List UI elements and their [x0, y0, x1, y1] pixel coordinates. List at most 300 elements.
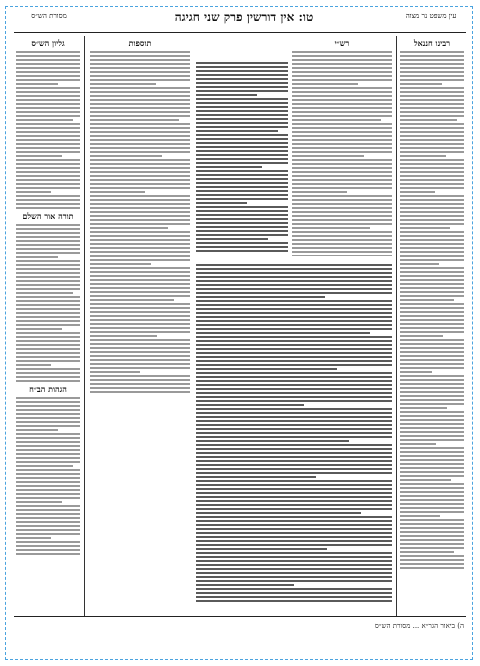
text-line	[16, 103, 80, 105]
text-line	[292, 143, 392, 145]
text-line	[400, 451, 464, 453]
text-line	[196, 396, 392, 398]
text-line	[400, 383, 464, 385]
text-line	[16, 409, 80, 411]
text-line	[292, 59, 392, 61]
text-line	[196, 332, 370, 334]
text-line	[400, 443, 436, 445]
text-line	[16, 59, 80, 61]
text-line	[196, 428, 392, 430]
text-line	[292, 195, 392, 197]
text-line	[90, 331, 190, 333]
text-line	[16, 553, 80, 555]
text-line	[16, 292, 73, 294]
text-line	[196, 436, 392, 438]
text-line	[196, 544, 392, 546]
text-line	[400, 543, 464, 545]
text-line	[90, 91, 190, 93]
text-line	[16, 252, 80, 254]
text-line	[16, 71, 80, 73]
text-line	[400, 235, 464, 237]
text-line	[90, 67, 190, 69]
text-line	[16, 473, 80, 475]
text-line	[196, 504, 392, 506]
text-line	[16, 143, 80, 145]
text-line	[16, 67, 80, 69]
text-line	[400, 203, 464, 205]
text-line	[400, 71, 464, 73]
text-line	[196, 388, 392, 390]
text-line	[400, 123, 464, 125]
text-line	[400, 187, 464, 189]
text-line	[400, 99, 464, 101]
gemara-upper-text	[196, 62, 288, 252]
text-line	[16, 228, 80, 230]
rashi-column	[292, 36, 392, 256]
text-line	[90, 287, 190, 289]
text-line	[16, 179, 80, 181]
text-line	[16, 183, 80, 185]
text-line	[90, 139, 190, 141]
text-line	[16, 268, 80, 270]
text-line	[400, 167, 464, 169]
text-line	[16, 493, 80, 495]
text-line	[400, 415, 464, 417]
text-line	[196, 572, 392, 574]
text-line	[16, 481, 80, 483]
text-line	[292, 71, 392, 73]
text-line	[90, 131, 190, 133]
text-line	[196, 568, 392, 570]
text-line	[400, 459, 464, 461]
text-line	[16, 497, 80, 499]
text-line	[16, 421, 80, 423]
text-line	[90, 207, 190, 209]
header-ein-mishpat: עין משפט נר מצוה	[405, 12, 457, 20]
text-line	[292, 163, 392, 165]
text-line	[16, 199, 80, 201]
text-line	[16, 449, 80, 451]
text-line	[292, 167, 392, 169]
text-line	[400, 159, 464, 161]
text-line	[16, 123, 80, 125]
text-line	[16, 99, 80, 101]
text-line	[400, 227, 450, 229]
text-line	[90, 227, 168, 229]
text-line	[196, 352, 392, 354]
text-line	[16, 159, 80, 161]
text-line	[196, 384, 392, 386]
text-line	[16, 63, 80, 65]
hagahot-label: הגהות הב״ח	[29, 384, 67, 394]
header-title: טו: אין דורשין פרק שני חגיגה	[174, 10, 314, 24]
text-line	[16, 376, 80, 378]
text-line	[196, 408, 392, 410]
text-line	[196, 348, 392, 350]
text-line	[196, 264, 392, 266]
text-line	[196, 238, 268, 240]
text-line	[400, 323, 464, 325]
text-line	[16, 207, 80, 209]
text-line	[90, 147, 190, 149]
text-line	[196, 564, 392, 566]
text-line	[400, 63, 464, 65]
text-line	[16, 517, 80, 519]
text-line	[292, 119, 381, 121]
text-line	[196, 70, 288, 72]
text-line	[196, 448, 392, 450]
text-line	[90, 379, 190, 381]
text-line	[16, 425, 80, 427]
text-line	[90, 387, 190, 389]
text-line	[16, 505, 80, 507]
text-line	[196, 324, 392, 326]
text-line	[196, 560, 392, 562]
text-line	[196, 114, 288, 116]
text-line	[400, 351, 464, 353]
text-line	[90, 115, 190, 117]
text-line	[196, 580, 392, 582]
tosafot-label: תוספות	[128, 38, 152, 48]
text-line	[16, 509, 80, 511]
text-line	[292, 87, 392, 89]
text-line	[196, 154, 288, 156]
text-line	[90, 223, 190, 225]
text-line	[196, 230, 288, 232]
text-line	[196, 142, 288, 144]
text-line	[400, 447, 464, 449]
text-line	[16, 163, 80, 165]
text-line	[16, 380, 80, 382]
text-line	[90, 243, 190, 245]
text-line	[90, 299, 174, 301]
text-line	[292, 135, 392, 137]
text-line	[400, 511, 464, 513]
text-line	[196, 444, 392, 446]
text-line	[16, 344, 80, 346]
text-line	[400, 195, 464, 197]
text-line	[196, 292, 392, 294]
text-line	[90, 267, 190, 269]
text-line	[90, 335, 157, 337]
text-line	[16, 433, 80, 435]
text-line	[16, 437, 80, 439]
footer-rule	[14, 616, 466, 617]
text-line	[400, 487, 464, 489]
text-line	[400, 271, 464, 273]
text-line	[400, 179, 464, 181]
text-line	[196, 412, 392, 414]
text-line	[292, 99, 392, 101]
text-line	[400, 211, 464, 213]
text-line	[400, 115, 464, 117]
text-line	[400, 199, 464, 201]
text-line	[196, 484, 392, 486]
text-line	[196, 420, 392, 422]
text-line	[292, 159, 392, 161]
text-line	[90, 55, 190, 57]
text-line	[196, 162, 288, 164]
text-line	[196, 174, 288, 176]
text-line	[196, 552, 392, 554]
text-line	[16, 240, 80, 242]
text-line	[90, 375, 190, 377]
text-line	[400, 243, 464, 245]
text-line	[196, 226, 288, 228]
text-line	[196, 206, 288, 208]
text-line	[16, 348, 80, 350]
text-line	[292, 139, 392, 141]
text-line	[196, 536, 392, 538]
text-line	[16, 256, 58, 258]
text-line	[196, 336, 392, 338]
text-line	[90, 127, 190, 129]
text-line	[400, 79, 464, 81]
text-line	[400, 499, 464, 501]
text-line	[196, 150, 288, 152]
text-line	[400, 315, 464, 317]
text-line	[400, 95, 464, 97]
text-line	[196, 74, 288, 76]
text-line	[90, 303, 190, 305]
text-line	[16, 195, 80, 197]
text-line	[400, 295, 464, 297]
gilyon-label: גליון הש״ס	[31, 38, 65, 48]
tosafot-column	[90, 36, 190, 396]
text-line	[400, 207, 464, 209]
text-line	[16, 445, 80, 447]
text-line	[196, 548, 327, 550]
text-line	[90, 195, 190, 197]
text-line	[90, 215, 190, 217]
text-line	[196, 198, 288, 200]
text-line	[16, 236, 80, 238]
text-line	[16, 135, 80, 137]
text-line	[196, 440, 349, 442]
text-line	[90, 191, 145, 193]
text-line	[292, 223, 392, 225]
text-line	[90, 51, 190, 53]
text-line	[196, 134, 288, 136]
text-line	[196, 588, 392, 590]
text-line	[16, 171, 80, 173]
text-line	[90, 143, 190, 145]
text-line	[16, 288, 80, 290]
text-line	[90, 367, 190, 369]
text-line	[400, 555, 464, 557]
text-line	[196, 122, 288, 124]
text-line	[16, 91, 80, 93]
text-line	[16, 545, 80, 547]
text-line	[90, 275, 190, 277]
text-line	[196, 380, 392, 382]
text-line	[400, 83, 442, 85]
text-line	[196, 460, 392, 462]
text-line	[196, 472, 392, 474]
text-line	[196, 250, 288, 252]
text-line	[16, 260, 80, 262]
text-line	[400, 427, 464, 429]
text-line	[196, 488, 392, 490]
text-line	[16, 55, 80, 57]
text-line	[90, 187, 190, 189]
text-line	[196, 86, 288, 88]
text-line	[400, 347, 464, 349]
text-line	[16, 469, 80, 471]
text-line	[90, 323, 190, 325]
text-line	[400, 515, 440, 517]
text-line	[90, 99, 190, 101]
text-line	[400, 299, 454, 301]
text-line	[400, 531, 464, 533]
text-line	[16, 75, 80, 77]
text-line	[196, 118, 288, 120]
text-line	[16, 187, 80, 189]
text-line	[292, 151, 392, 153]
text-line	[196, 404, 304, 406]
text-line	[196, 158, 288, 160]
text-line	[400, 367, 464, 369]
text-line	[400, 51, 464, 53]
text-line	[16, 340, 80, 342]
text-line	[400, 547, 464, 549]
text-line	[400, 519, 464, 521]
text-line	[90, 279, 190, 281]
text-line	[196, 300, 392, 302]
text-line	[196, 194, 288, 196]
tosafot-text	[90, 51, 190, 393]
text-line	[196, 376, 392, 378]
text-line	[16, 191, 51, 193]
text-line	[90, 211, 190, 213]
text-line	[90, 383, 190, 385]
text-line	[196, 344, 392, 346]
text-line	[90, 347, 190, 349]
text-line	[400, 355, 464, 357]
text-line	[400, 335, 443, 337]
gilyon-text	[16, 51, 80, 209]
rabbeinu-chananel-label: רבינו חננאל	[413, 38, 451, 48]
text-line	[90, 307, 190, 309]
text-line	[400, 163, 464, 165]
text-line	[16, 537, 51, 539]
text-line	[16, 139, 80, 141]
text-line	[16, 111, 80, 113]
text-line	[90, 391, 190, 393]
text-line	[16, 513, 80, 515]
text-line	[90, 327, 190, 329]
text-line	[90, 239, 190, 241]
text-line	[16, 115, 80, 117]
text-line	[196, 524, 392, 526]
text-line	[90, 163, 190, 165]
text-line	[16, 264, 80, 266]
text-line	[196, 166, 262, 168]
text-line	[16, 308, 80, 310]
text-line	[196, 186, 288, 188]
text-line	[196, 364, 392, 366]
text-line	[196, 476, 316, 478]
text-line	[292, 251, 392, 253]
text-line	[400, 255, 464, 257]
text-line	[16, 405, 80, 407]
left-divider	[84, 36, 85, 616]
text-line	[292, 83, 358, 85]
torah-or-label: תורה אור השלם	[22, 211, 74, 221]
text-line	[90, 291, 190, 293]
text-line	[196, 392, 392, 394]
text-line	[400, 291, 464, 293]
text-line	[16, 119, 73, 121]
text-line	[16, 364, 51, 366]
text-line	[400, 431, 464, 433]
text-line	[90, 171, 190, 173]
text-line	[292, 107, 392, 109]
text-line	[292, 211, 392, 213]
text-line	[400, 139, 464, 141]
text-line	[90, 319, 190, 321]
text-line	[16, 525, 80, 527]
page-header	[14, 10, 466, 30]
text-line	[16, 272, 80, 274]
text-line	[400, 151, 464, 153]
text-line	[400, 327, 464, 329]
text-line	[196, 316, 392, 318]
text-line	[292, 51, 392, 53]
text-line	[196, 520, 392, 522]
rashi-label: רש״י	[334, 38, 350, 48]
right-margin-column	[400, 36, 464, 616]
text-line	[400, 155, 446, 157]
text-line	[16, 324, 80, 326]
text-line	[90, 247, 190, 249]
text-line	[90, 235, 190, 237]
text-line	[16, 521, 80, 523]
text-line	[90, 351, 190, 353]
text-line	[90, 219, 190, 221]
text-line	[90, 167, 190, 169]
text-line	[16, 328, 62, 330]
text-line	[16, 87, 80, 89]
text-line	[196, 368, 337, 370]
left-margin-column	[16, 36, 80, 616]
text-line	[90, 203, 190, 205]
text-line	[196, 312, 392, 314]
text-line	[400, 67, 464, 69]
text-line	[196, 102, 288, 104]
text-line	[400, 387, 464, 389]
text-line	[400, 103, 464, 105]
text-line	[292, 155, 364, 157]
text-line	[90, 199, 190, 201]
text-line	[90, 151, 190, 153]
text-line	[292, 147, 392, 149]
text-line	[292, 171, 392, 173]
text-line	[90, 179, 190, 181]
text-line	[196, 432, 392, 434]
text-line	[90, 271, 190, 273]
text-line	[196, 288, 392, 290]
text-line	[196, 146, 288, 148]
text-line	[90, 263, 151, 265]
text-line	[400, 371, 432, 373]
text-line	[16, 312, 80, 314]
text-line	[16, 276, 80, 278]
text-line	[400, 175, 464, 177]
text-line	[400, 563, 464, 565]
text-line	[196, 90, 288, 92]
text-line	[16, 465, 73, 467]
